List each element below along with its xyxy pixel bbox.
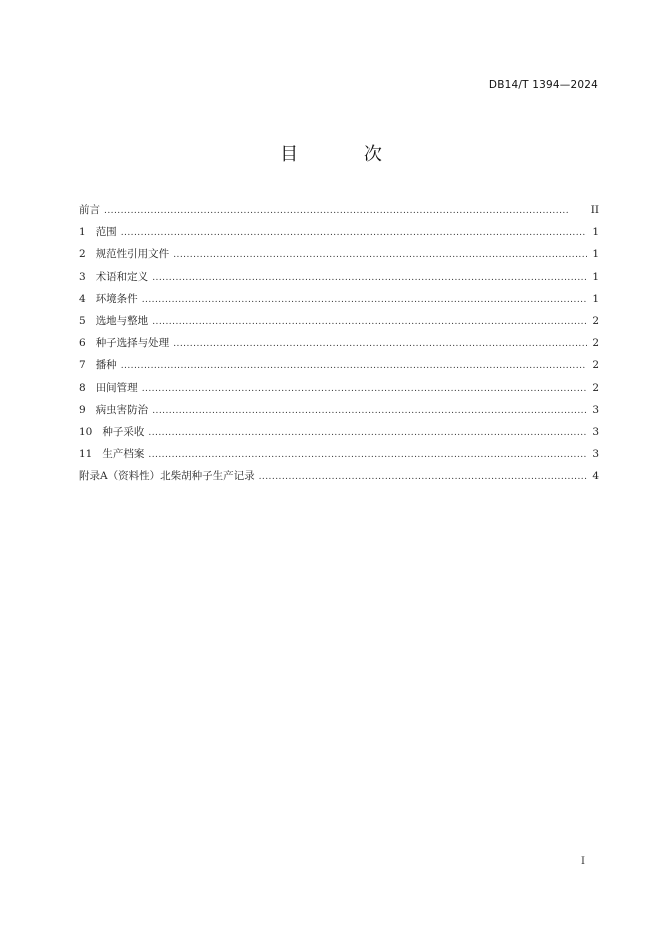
toc-entry-number: 9 — [79, 403, 86, 416]
toc-entry-number: 1 — [79, 226, 86, 239]
toc-dot-leader — [104, 200, 587, 222]
toc-entry-label: 病虫害防治 — [95, 403, 149, 416]
toc-entry-page: 1 — [592, 248, 599, 261]
toc-entry-label: 环境条件 — [95, 292, 138, 305]
toc-entry[interactable] — [79, 243, 599, 265]
toc-entry[interactable] — [79, 421, 599, 443]
toc-entry-number: 3 — [79, 270, 86, 283]
toc-entry-page: 2 — [592, 359, 599, 372]
toc-entry-label: 术语和定义 — [95, 270, 149, 283]
toc-dot-leader — [173, 244, 587, 266]
toc-entry-page: 4 — [592, 470, 599, 483]
toc-entry-number: 11 — [79, 448, 93, 461]
toc-entry-page: 1 — [592, 270, 599, 283]
toc-entry-label: 前言 — [79, 204, 100, 216]
toc-entry-page: 3 — [592, 448, 599, 461]
toc-dot-leader — [173, 333, 587, 355]
toc-entry-label: 生产档案 — [102, 448, 145, 461]
toc-entry-label: 种子选择与处理 — [95, 337, 170, 350]
toc-entry-number: 10 — [79, 425, 93, 438]
toc-entry[interactable] — [79, 199, 599, 221]
toc-entry[interactable] — [79, 399, 599, 421]
toc-dot-leader — [152, 311, 587, 333]
page-number: I — [581, 856, 585, 867]
toc-entry-page: 3 — [592, 403, 599, 416]
toc-entry[interactable] — [79, 221, 599, 243]
toc-title: 目 次 — [280, 144, 412, 165]
toc-dot-leader — [148, 422, 587, 444]
toc-dot-leader — [152, 267, 587, 289]
toc-entry-label: 规范性引用文件 — [95, 248, 170, 261]
toc-entry-page: 2 — [592, 337, 599, 350]
toc-entry[interactable] — [79, 332, 599, 354]
toc-entry-page: 1 — [592, 226, 599, 239]
toc-dot-leader — [259, 466, 587, 488]
toc-entry-label: 范围 — [95, 226, 117, 239]
toc-dot-leader — [121, 355, 587, 377]
toc-dot-leader — [142, 378, 587, 400]
toc-entry-number: 8 — [79, 381, 86, 394]
toc-dot-leader — [121, 222, 587, 244]
toc-entry[interactable] — [79, 354, 599, 376]
toc-entry-page: 3 — [592, 425, 599, 438]
toc-entry[interactable] — [79, 377, 599, 399]
toc-entry-label: 选地与整地 — [95, 314, 149, 327]
toc-entry-page: 2 — [592, 381, 599, 394]
toc-dot-leader — [148, 444, 587, 466]
toc-dot-leader — [152, 400, 587, 422]
toc-entry-number: 4 — [79, 292, 86, 305]
document-code: DB14/T 1394—2024 — [488, 79, 598, 91]
toc-entry-label: 田间管理 — [95, 381, 138, 394]
toc-entry[interactable] — [79, 266, 599, 288]
toc-entry[interactable] — [79, 465, 599, 487]
toc-list — [79, 199, 599, 487]
toc-entry[interactable] — [79, 310, 599, 332]
toc-entry-page: 1 — [592, 292, 599, 305]
toc-entry-page: 2 — [592, 314, 599, 327]
toc-entry[interactable] — [79, 443, 599, 465]
toc-entry-number: 2 — [79, 248, 86, 261]
toc-entry-number: 6 — [79, 337, 86, 350]
toc-entry-label: 附录A（资料性）北柴胡种子生产记录 — [79, 470, 255, 483]
toc-entry-page: II — [590, 204, 599, 216]
toc-entry[interactable] — [79, 288, 599, 310]
toc-entry-label: 播种 — [95, 359, 117, 372]
toc-entry-number: 5 — [79, 314, 86, 327]
toc-entry-number: 7 — [79, 359, 86, 372]
toc-dot-leader — [142, 289, 587, 311]
toc-entry-label: 种子采收 — [102, 425, 145, 438]
